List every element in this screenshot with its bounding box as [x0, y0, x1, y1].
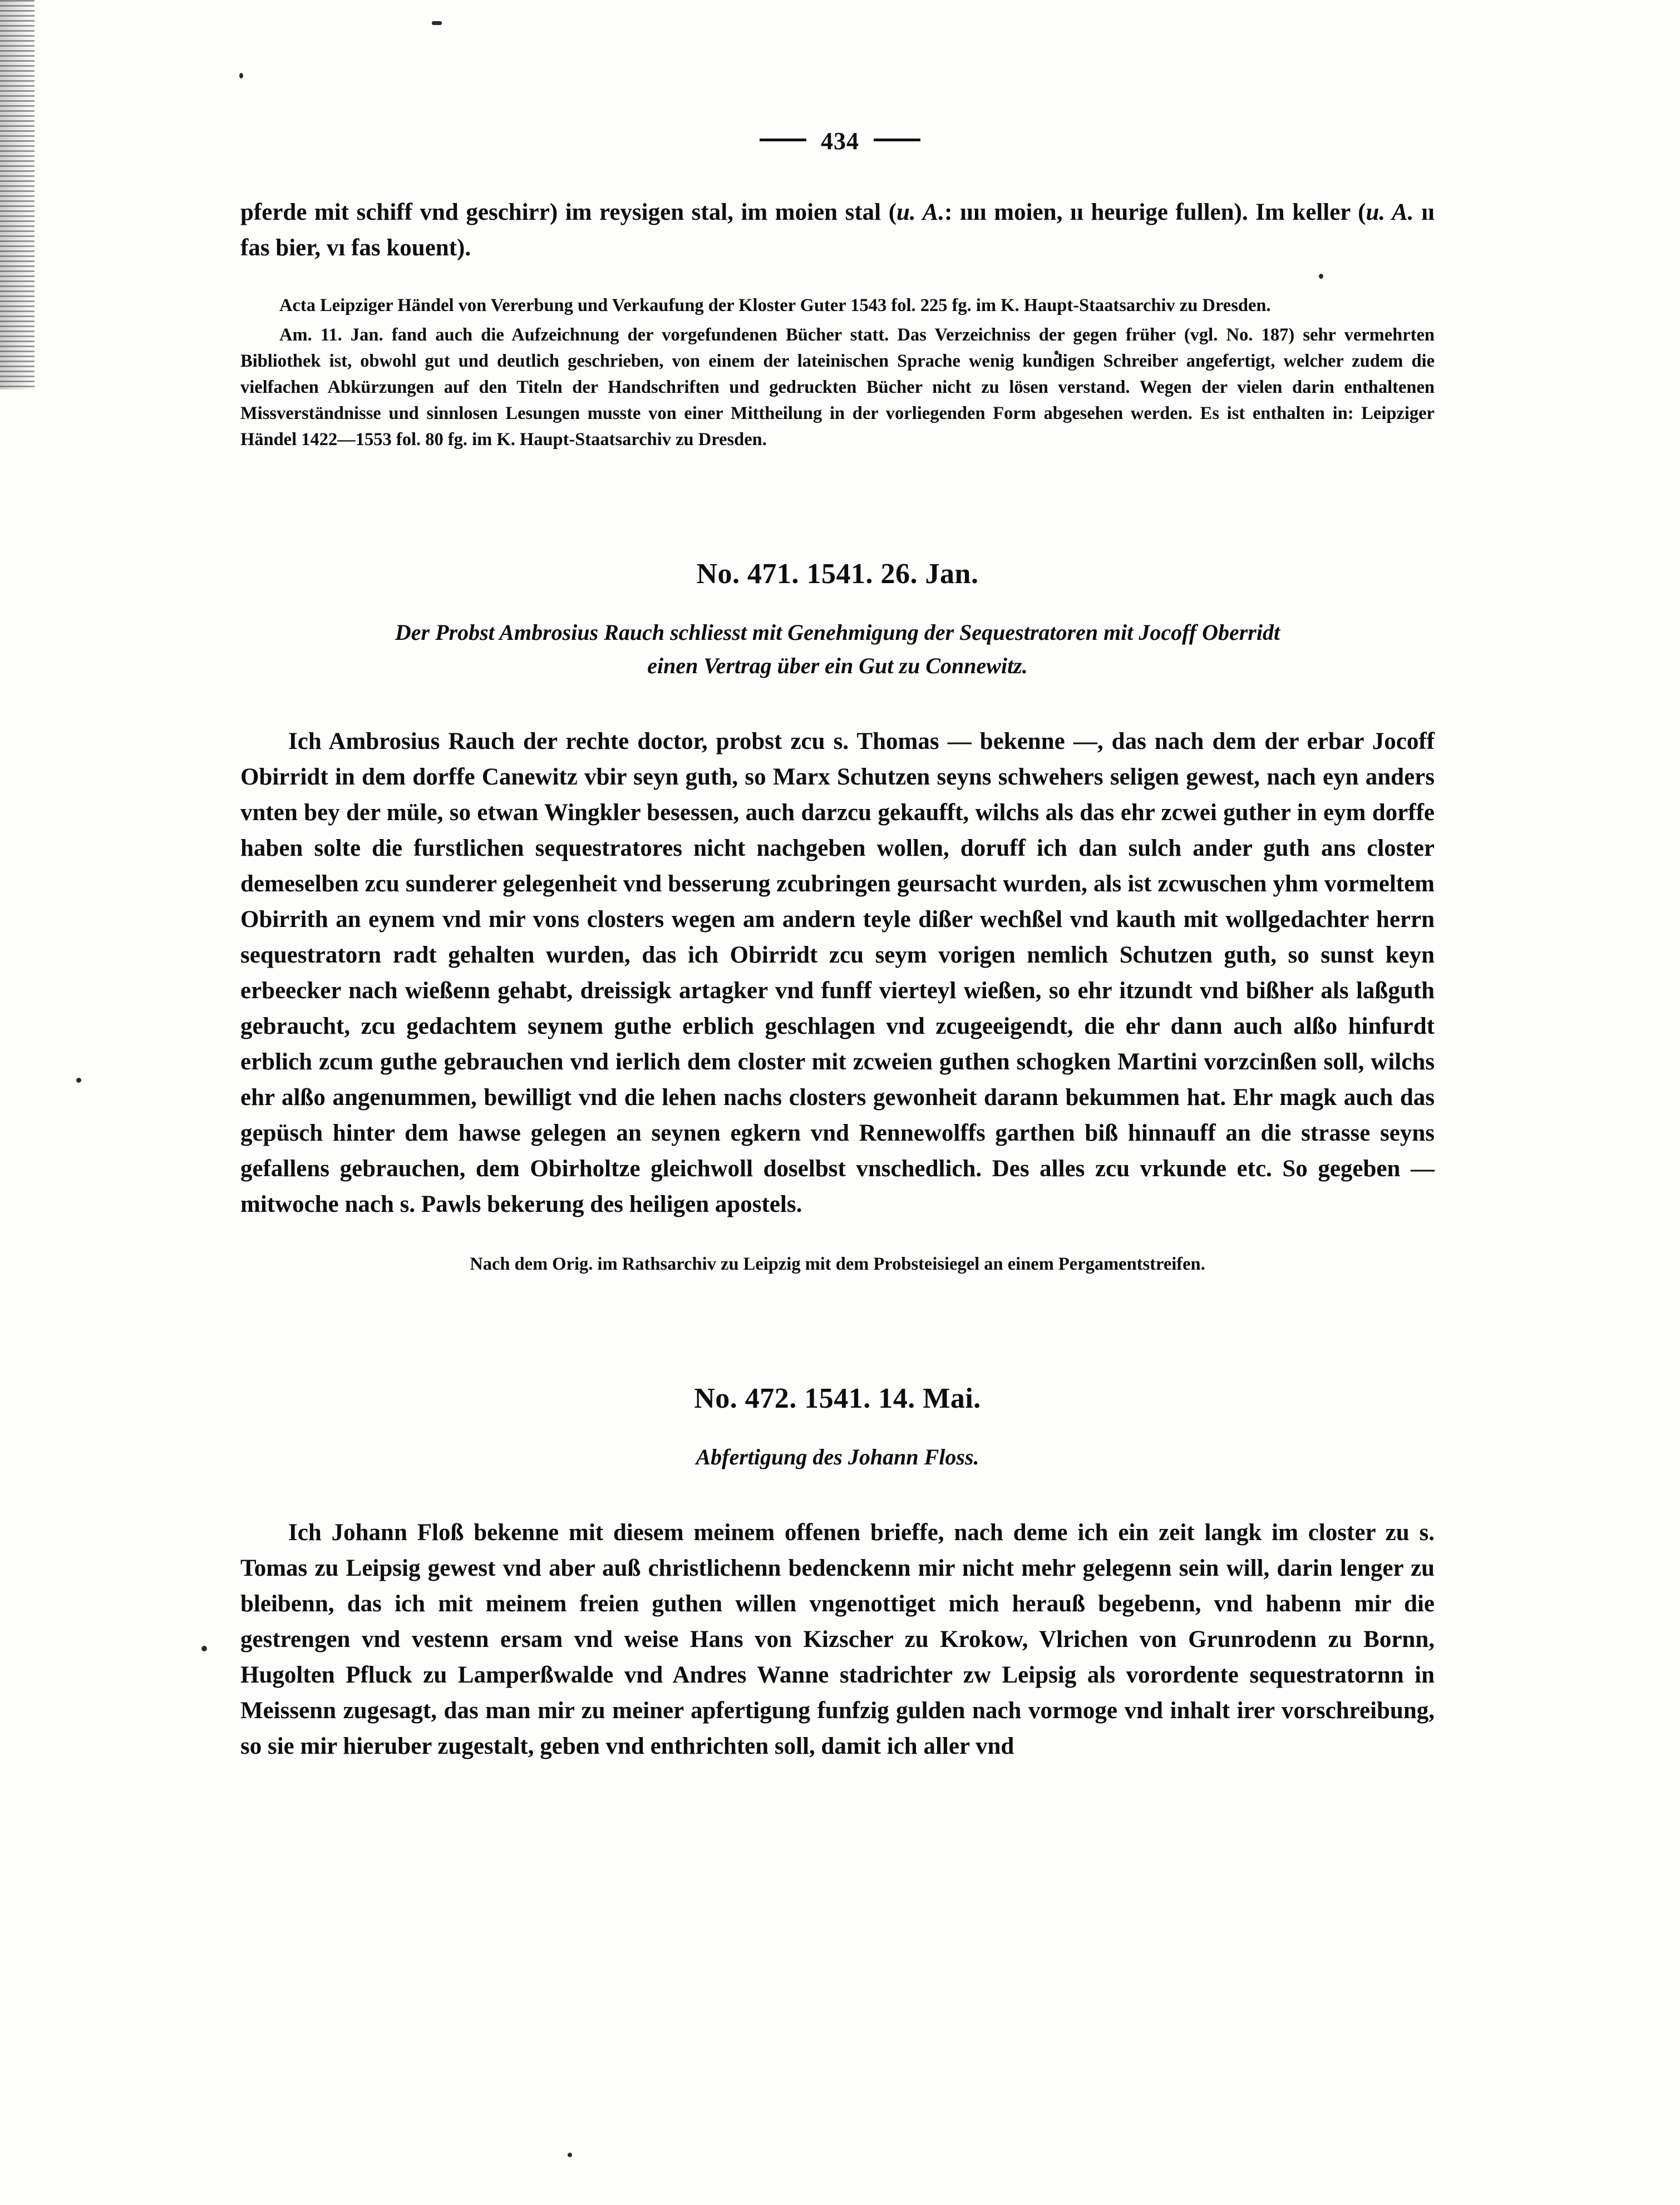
running-head-rule-left [760, 139, 806, 141]
scan-speck [432, 21, 442, 25]
entry-subtitle [240, 616, 1435, 683]
scan-speck [568, 2153, 572, 2157]
continued-text-part-3: ıı fas bier, vı fas kouent). [240, 199, 1435, 261]
entry-heading: No. 471. 1541. 26. Jan. [696, 558, 979, 590]
entry-subtitle: Abfertigung des Johann Floss. [696, 1444, 979, 1469]
entry-heading: No. 472. 1541. 14. Mai. [694, 1383, 981, 1414]
heading-spacer [240, 590, 1435, 616]
scan-edge-artifact [0, 0, 35, 389]
section-spacer [240, 453, 1435, 558]
running-head-rule-right [874, 139, 920, 141]
subtitle-spacer [240, 683, 1435, 724]
entry-body: Ich Ambrosius Rauch der rechte doctor, probst zcu s. Thomas — bekenne —, das nach dem der erbar Jocoff Obirridt in dem dorffe Canewitz vbir seyn guth, so Marx Schutzen seyns schwehers seligen gewest, nach eyn anders vnten bey der müle, so etwan Wingkler besessen, auch darzcu gekaufft, wilchs als das ehr zcwei guther in eym dorffe haben solte die furstlichen sequestratores nicht nachgeben wollen, doruff ich dan sulch ander guth ans closter demeselben zcu sunderer gelegenheit vnd besserung zcubringen geursacht wurden, als ist zcwuschen yhm vormeltem Obirrith an eynem vnd mir vons closters wegen am andern teyle dißer wechßel vnd kauth mit wollgedachter herrn sequestratorn radt gehalten wurden, das ich Obirridt zcu seym vorigen nemlich Schutzen guth, so sunst keyn erbeecker nach wießenn gehabt, dreissigk artagker vnd funff vierteyl wießen, so ehr itzundt vnd bißher als laßguth gebraucht, zcu gedachtem seynem guthe erblich geschlagen vnd zcugeeigendt, die ehr dann auch alßo hinfurdt erblich zcum guthe gebrauchen vnd ierlich dem closter mit zcweien guthen schogken Martini vorzcinßen soll, wilchs ehr alßo angenummen, bewilligt vnd die lehen nachs closters gewonheit darann bekummen hat. Ehr magk auch das gepüsch hinter dem hawse gelegen an seynen egkern vnd Rennewolffs garthen biß hinnauff an die strasse seyns gefallens gebrauchen, dem Obirholtze gleichwoll doselbst vnschedlich. Des alles zcu vrkunde etc. So gegeben — mitwoche nach s. Pawls bekerung des heiligen apostels. [240, 728, 1435, 1217]
continued-paragraph [240, 195, 1435, 266]
archive-note: Acta Leipziger Händel von Vererbung und Verkaufung der Kloster Guter 1543 fol. 225 fg. im K. Haupt-Staatsarchiv zu Dresden. [279, 295, 1271, 315]
entry-472 [240, 1382, 1435, 1764]
entry-471 [240, 558, 1435, 1277]
library-note: Am. 11. Jan. fand auch die Aufzeichnung der vorgefundenen Bücher statt. Das Verzeichniss der gegen früher (vgl. No. 187) sehr vermehrten Bibliothek ist, obwohl gut und deutlich geschrieben, von einem der lateinischen Sprache wenig kundigen Schreiber angefertigt, welcher zudem die vielfachen Abkürzungen auf den Titeln der Handschriften und gedruckten Bücher nicht zu lösen verstand. Wegen der vielen darin enthaltenen Missverständnisse und sinnlosen Lesungen musste von einer Mittheilung in der vorliegenden Form abgesehen werden. Es ist enthalten in: Leipziger Händel 1422—1553 fol. 80 fg. im K. Haupt-Staatsarchiv zu Dresden. [240, 325, 1435, 450]
editorial-notes [240, 293, 1435, 453]
entry-source-note: Nach dem Orig. im Rathsarchiv zu Leipzig mit dem Probsteisiegel an einem Pergamentstreifen. [470, 1254, 1205, 1274]
running-head [0, 127, 1680, 155]
entry-subtitle-line-1: Der Probst Ambrosius Rauch schliesst mit Genehmigung der Sequestratoren mit Jocoff Oberridt [395, 620, 1280, 645]
scan-speck [239, 73, 243, 78]
text-column [240, 195, 1435, 1764]
scan-speck [76, 1078, 81, 1083]
scan-speck [201, 1646, 207, 1651]
continued-text-part-2: : ıııı moien, ıı heurige fullen). Im keller ( [944, 199, 1366, 225]
section-spacer [240, 1277, 1435, 1382]
entry-body: Ich Johann Floß bekenne mit diesem meinem offenen brieffe, nach deme ich ein zeit langk im closter zu s. Tomas zu Leipsig gewest vnd aber auß christlichenn bedenckenn mir nicht mehr gelegenn sein will, darin lenger zu bleibenn, das ich mit meinem freien guthen willen vngenottiget mich herauß begebenn, vnd habenn mir die gestrengen vnd vestenn ersam vnd weise Hans von Kizscher zu Krokow, Vlrichen von Grunrodenn zu Bornn, Hugolten Pfluck zu Lamperßwalde vnd Andres Wanne stadrichter zw Leipsig als vorordente sequestratornn in Meissenn zugesagt, das man mir zu meiner apfertigung funfzig gulden nach vormoge vnd inhalt irer vorschreibung, so sie mir hieruber zugestalt, geben vnd enthrichten soll, damit ich aller vnd [240, 1520, 1435, 1759]
abbreviation-u-a-first: u. A. [896, 199, 945, 225]
entry-subtitle-line-2: einen Vertrag über ein Gut zu Connewitz. [647, 653, 1028, 678]
page-number: 434 [821, 127, 859, 155]
abbreviation-u-a-second: u. A. [1366, 199, 1414, 225]
subtitle-spacer [240, 1474, 1435, 1515]
heading-spacer [240, 1415, 1435, 1441]
continued-text-part-1: pferde mit schiff vnd geschirr) im reysigen stal, im moien stal ( [240, 199, 897, 225]
